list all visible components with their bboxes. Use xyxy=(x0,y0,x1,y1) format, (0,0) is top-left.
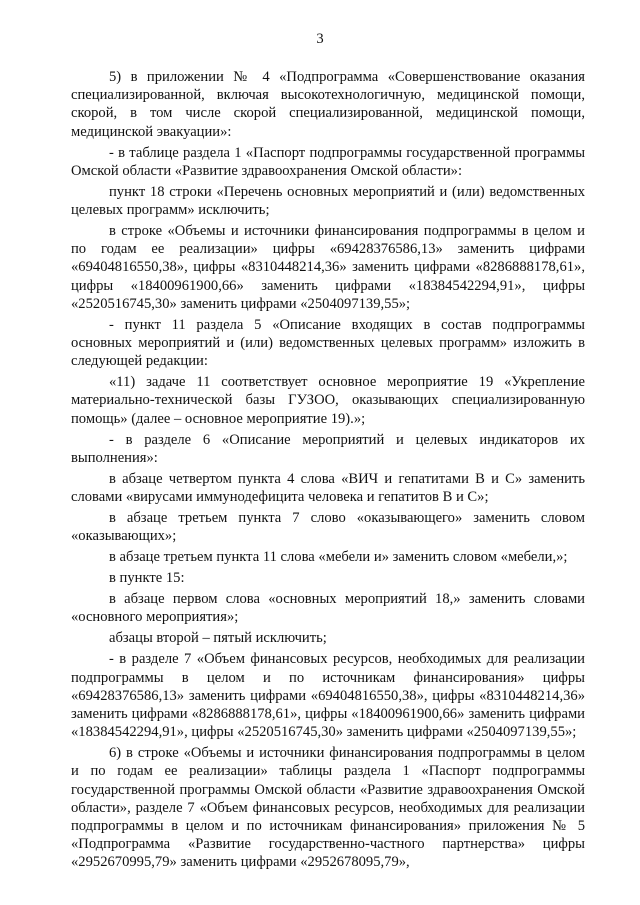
paragraph: - в разделе 7 «Объем финансовых ресурсов, необходимых для реализации подпрограммы в целом и по источникам финансирования» цифры «69428376586,13» заменить цифрами «69404816550,38», цифры «8310448214,36» заменить цифрами «8286888178,61», цифры «18400961900,66» заменить цифрами «18384542294,91», цифры «2520516745,30» заменить цифрами «2504097139,55»; xyxy=(71,651,585,741)
paragraph: 5) в приложении № 4 «Подпрограмма «Совершенствование оказания специализированной, включая высокотехнологичную, медицинской помощи, скорой, в том числе скорой специализированной, медицинской помощи, медицинской эвакуации»: xyxy=(71,69,585,140)
paragraph: - пункт 11 раздела 5 «Описание входящих в состав подпрограммы основных мероприятий и (или) ведомственных целевых программ» изложить в следующей редакции: xyxy=(71,316,585,370)
paragraph: - в таблице раздела 1 «Паспорт подпрограммы государственной программы Омской области «Развитие здравоохранения Омской области»: xyxy=(71,144,585,179)
paragraph: в строке «Объемы и источники финансирования подпрограммы в целом и по годам ее реализации» цифры «69428376586,13» заменить цифрами «69404816550,38», цифры «8310448214,36» заменить цифрами «8286888178,61», цифры «18400961900,66» заменить цифрами «18384542294,91», цифры «2520516745,30» заменить цифрами «2504097139,55»; xyxy=(71,223,585,312)
paragraph: абзацы второй – пятый исключить; xyxy=(109,630,327,647)
paragraph: в пункте 15: xyxy=(109,570,185,587)
paragraph: в абзаце третьем пункта 7 слово «оказывающего» заменить словом «оказывающих»; xyxy=(71,510,585,545)
paragraph: «11) задаче 11 соответствует основное мероприятие 19 «Укрепление материально-технической базы ГУЗОО, оказывающих специализированную помощь» (далее – основное мероприятие 19).»; xyxy=(71,374,585,427)
paragraph: в абзаце первом слова «основных мероприятий 18,» заменить словами «основного мероприятия»; xyxy=(71,591,585,626)
paragraph: пункт 18 строки «Перечень основных мероприятий и (или) ведомственных целевых программ» исключить; xyxy=(71,183,585,219)
page-number: 3 xyxy=(316,31,324,47)
paragraph: в абзаце четвертом пункта 4 слова «ВИЧ и гепатитами В и С» заменить словами «вирусами иммунодефицита человека и гепатитов В и С»; xyxy=(71,470,585,506)
paragraph: - в разделе 6 «Описание мероприятий и целевых индикаторов их выполнения»: xyxy=(71,431,585,466)
document-body xyxy=(71,68,585,872)
paragraph: 6) в строке «Объемы и источники финансирования подпрограммы в целом и по годам ее реализации» таблицы раздела 1 «Паспорт подпрограммы государственной программы Омской области «Развитие здравоохранения Омской области», разделе 7 «Объем финансовых ресурсов, необходимых для реализации подпрограммы в целом и по источникам финансирования» приложения № 5 «Подпрограмма «Развитие государственно-частного партнерства» цифры «2952670995,79» заменить цифрами «2952678095,79», xyxy=(71,745,585,871)
paragraph: в абзаце третьем пункта 11 слова «мебели и» заменить словом «мебели,»; xyxy=(109,549,568,566)
